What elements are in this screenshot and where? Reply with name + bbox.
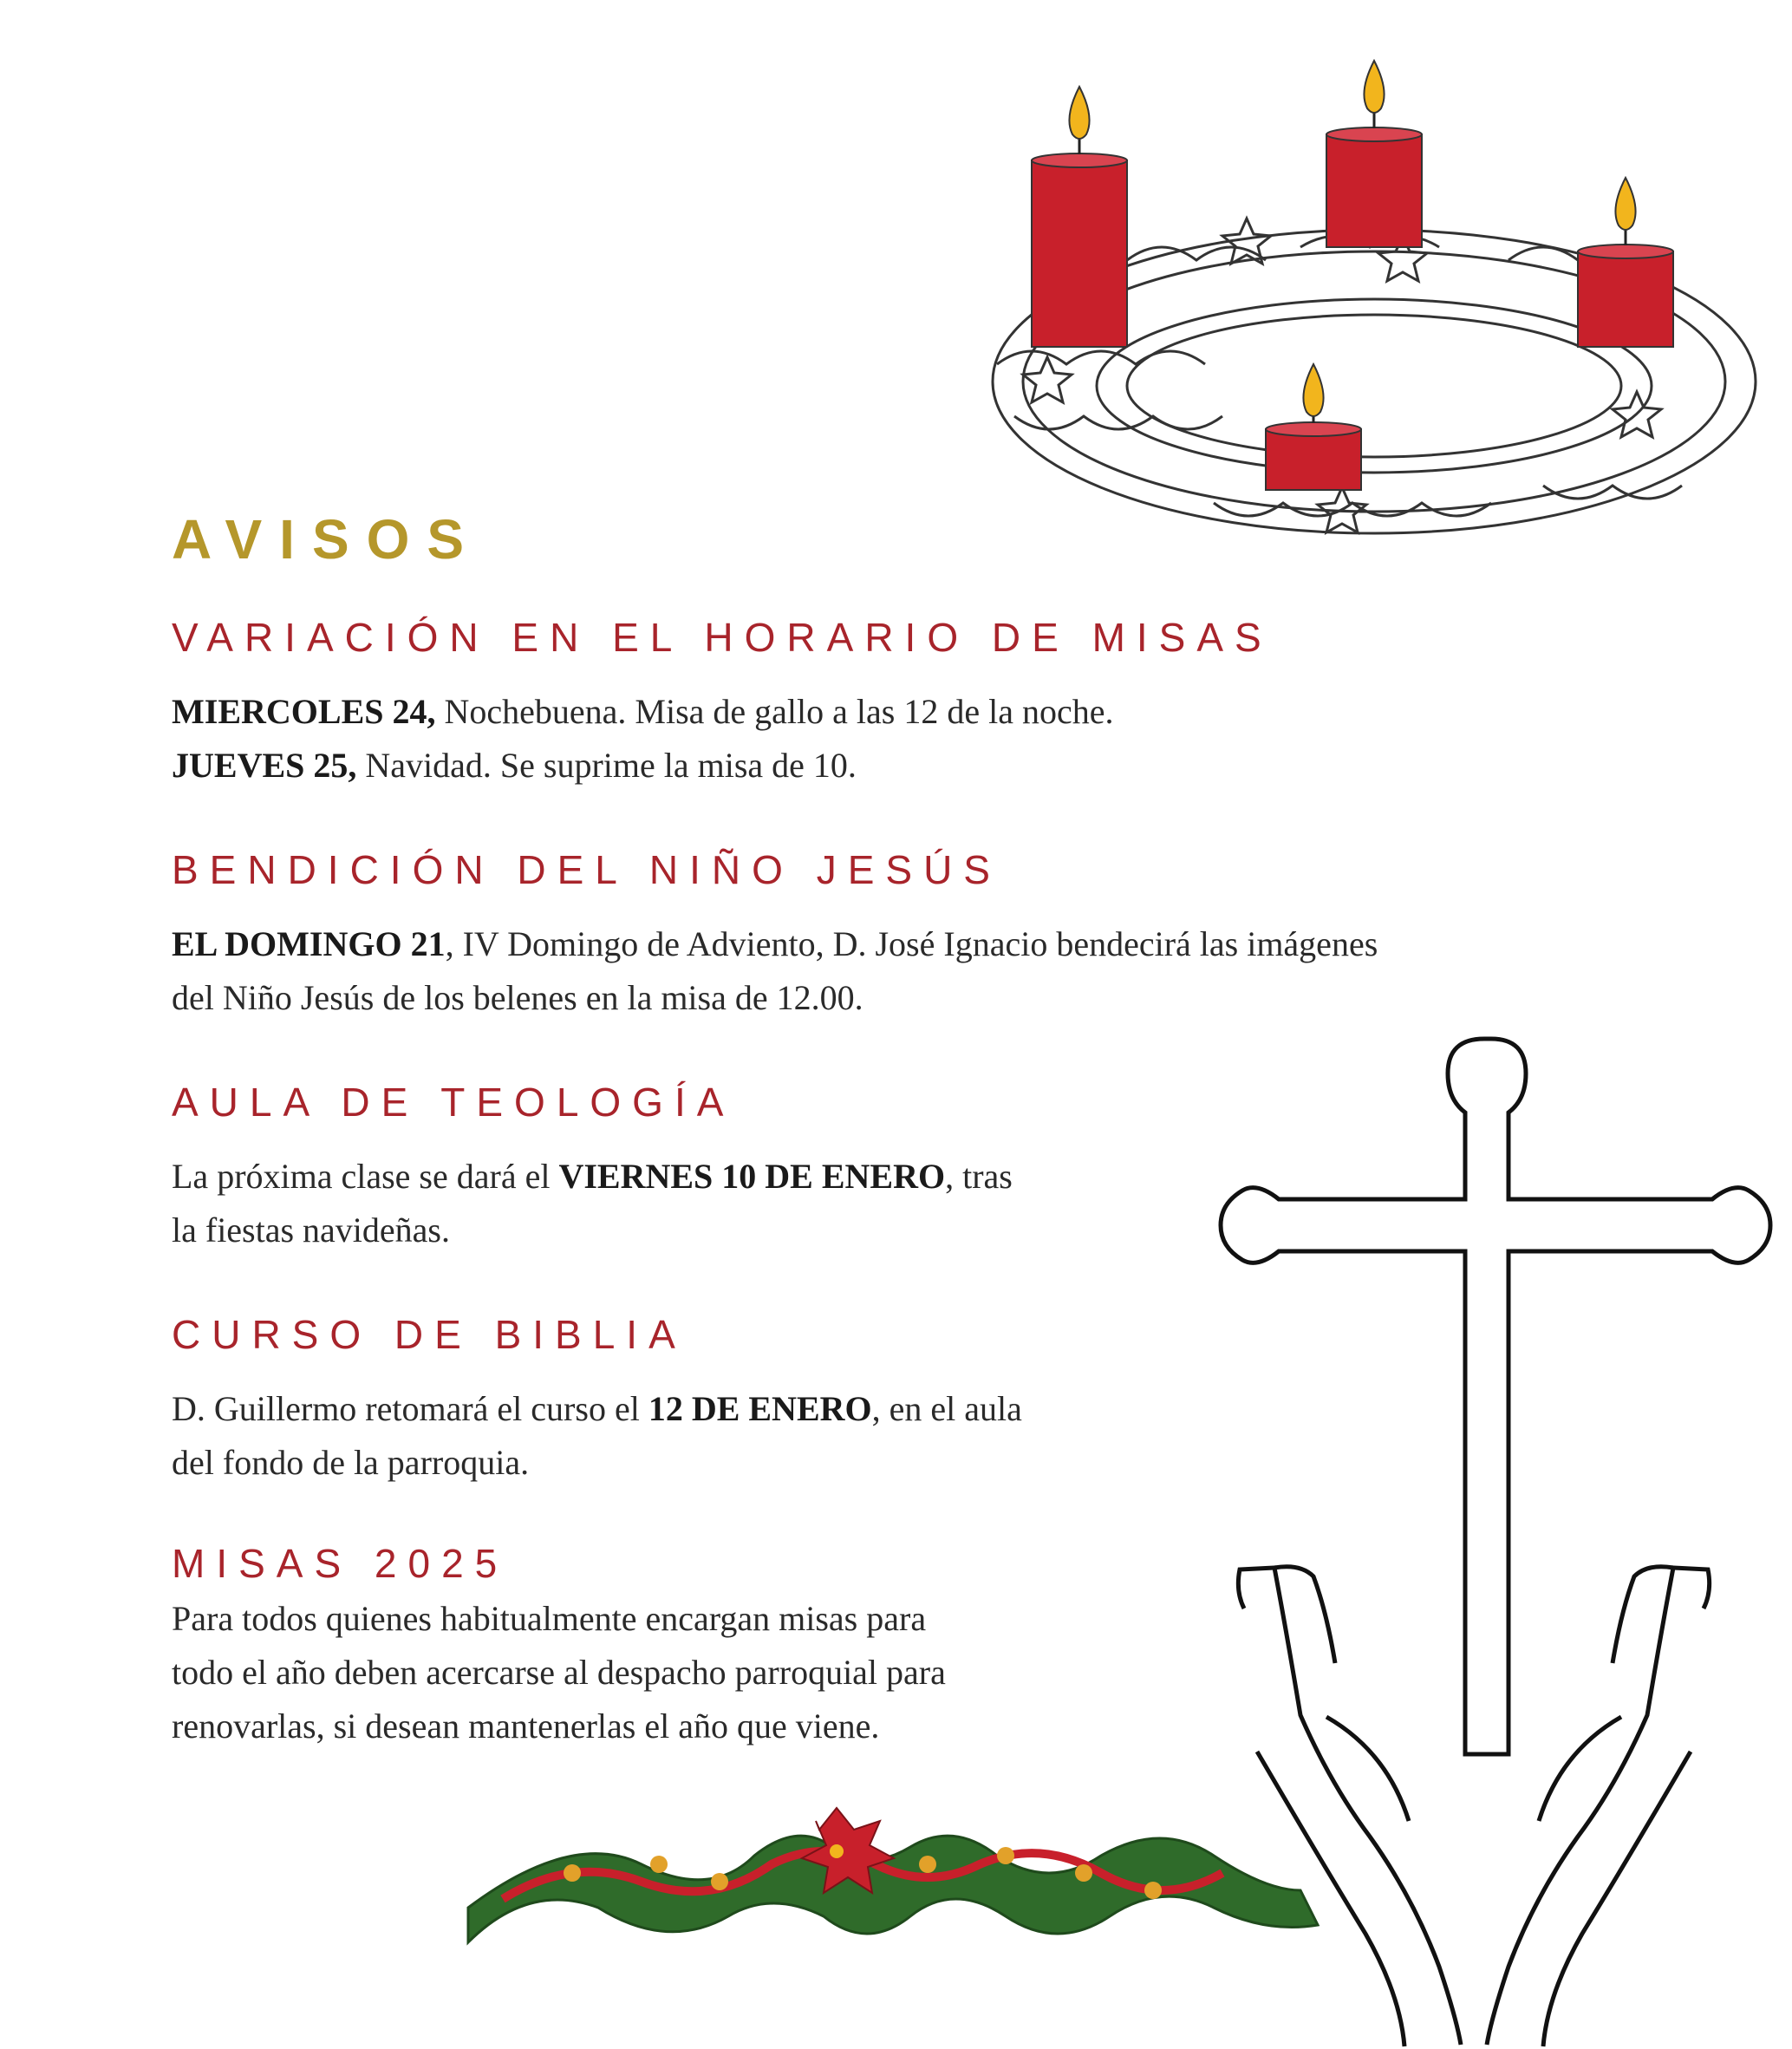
- section-heading-teologia: AULA DE TEOLOGÍA: [172, 1080, 735, 1125]
- body-line: MIERCOLES 24, Nochebuena. Misa de gallo a las 12 de la noche.: [172, 692, 1114, 731]
- body-line: todo el año deben acercarse al despacho parroquial para: [172, 1653, 946, 1692]
- section-body-teologia: [172, 1150, 1013, 1257]
- section-body-biblia: [172, 1382, 1022, 1490]
- body-line: la fiestas navideñas.: [172, 1210, 450, 1250]
- section-body-horario: [172, 685, 1113, 793]
- body-line: D. Guillermo retomará el curso el 12 DE ENERO, en el aula: [172, 1389, 1022, 1428]
- section-heading-bendicion: BENDICIÓN DEL NIÑO JESÚS: [172, 847, 1001, 892]
- body-line: EL DOMINGO 21, IV Domingo de Adviento, D. José Ignacio bendecirá las imágenes: [172, 924, 1378, 963]
- section-heading-horario: VARIACIÓN EN EL HORARIO DE MISAS: [172, 615, 1273, 660]
- page-title: AVISOS: [172, 508, 482, 571]
- body-line: renovarlas, si desean mantenerlas el año que viene.: [172, 1706, 880, 1746]
- body-line: del fondo de la parroquia.: [172, 1443, 530, 1482]
- body-line: La próxima clase se dará el VIERNES 10 DE ENERO, tras: [172, 1157, 1013, 1196]
- body-line: del Niño Jesús de los belenes en la misa de 12.00.: [172, 978, 863, 1017]
- body-line: Para todos quienes habitualmente encargan misas para: [172, 1599, 927, 1638]
- body-line: JUEVES 25, Navidad. Se suprime la misa de 10.: [172, 746, 857, 785]
- section-heading-biblia: CURSO DE BIBLIA: [172, 1312, 687, 1357]
- section-heading-misas: MISAS 2025: [172, 1541, 509, 1586]
- section-body-misas: [172, 1592, 946, 1753]
- section-body-bendicion: [172, 917, 1378, 1025]
